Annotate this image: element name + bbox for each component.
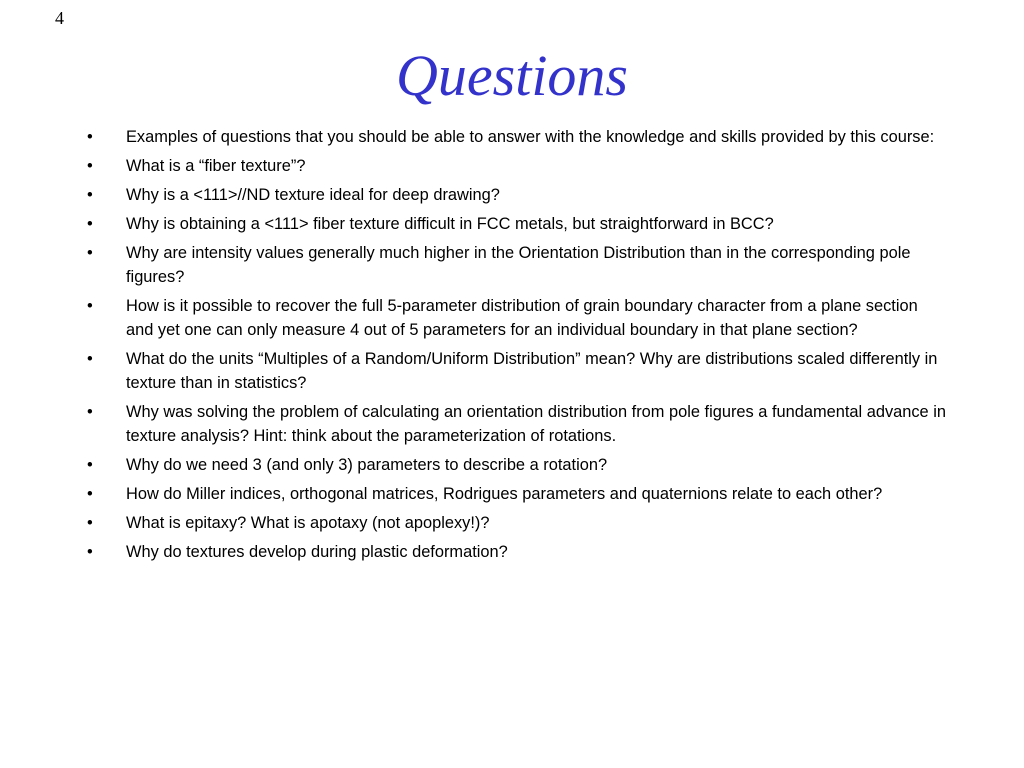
list-item	[87, 400, 947, 448]
list-item	[87, 347, 947, 395]
list-item-text: Why was solving the problem of calculating an orientation distribution from pole figures a fundamental advance in texture analysis? Hint: think about the parameterization of rotations.	[126, 403, 946, 445]
list-item	[87, 511, 947, 535]
list-item	[87, 125, 947, 149]
list-item	[87, 453, 947, 477]
list-item-text: Why is obtaining a <111> fiber texture difficult in FCC metals, but straightforward in BCC?	[126, 215, 774, 233]
bullet-icon: •	[87, 350, 93, 368]
list-item-text: Why do we need 3 (and only 3) parameters to describe a rotation?	[126, 456, 608, 474]
bullet-icon: •	[87, 157, 93, 175]
bullet-icon: •	[87, 403, 93, 421]
list-item	[87, 540, 947, 564]
bullet-icon: •	[87, 514, 93, 532]
bullet-icon: •	[87, 128, 93, 146]
bullet-icon: •	[87, 485, 93, 503]
list-item-text: What is a “fiber texture”?	[126, 157, 306, 175]
list-item	[87, 482, 947, 506]
slide-title: Questions	[396, 43, 628, 108]
slide-number: 4	[55, 8, 64, 28]
list-item-text: Why are intensity values generally much higher in the Orientation Distribution than in the corresponding pole figures?	[126, 244, 911, 286]
bullet-icon: •	[87, 456, 93, 474]
bullet-icon: •	[87, 186, 93, 204]
bullet-icon: •	[87, 244, 93, 262]
list-item-text: What do the units “Multiples of a Random/Uniform Distribution” mean? Why are distributions scaled differently in texture than in statistics?	[126, 350, 938, 392]
list-item	[87, 154, 947, 178]
list-item-text: What is epitaxy? What is apotaxy (not apoplexy!)?	[126, 514, 490, 532]
list-item-text: Why do textures develop during plastic deformation?	[126, 543, 508, 561]
list-item	[87, 241, 947, 289]
question-list	[87, 125, 947, 569]
list-item	[87, 212, 947, 236]
bullet-icon: •	[87, 543, 93, 561]
list-item-text: How do Miller indices, orthogonal matrices, Rodrigues parameters and quaternions relate to each other?	[126, 485, 883, 503]
list-item	[87, 183, 947, 207]
bullet-icon: •	[87, 297, 93, 315]
list-item	[87, 294, 947, 342]
list-item-text: Why is a <111>//ND texture ideal for deep drawing?	[126, 186, 500, 204]
list-item-text: Examples of questions that you should be able to answer with the knowledge and skills provided by this course:	[126, 128, 935, 146]
bullet-icon: •	[87, 215, 93, 233]
list-item-text: How is it possible to recover the full 5-parameter distribution of grain boundary character from a plane section and yet one can only measure 4 out of 5 parameters for an individual boundary in that plane section?	[126, 297, 918, 339]
